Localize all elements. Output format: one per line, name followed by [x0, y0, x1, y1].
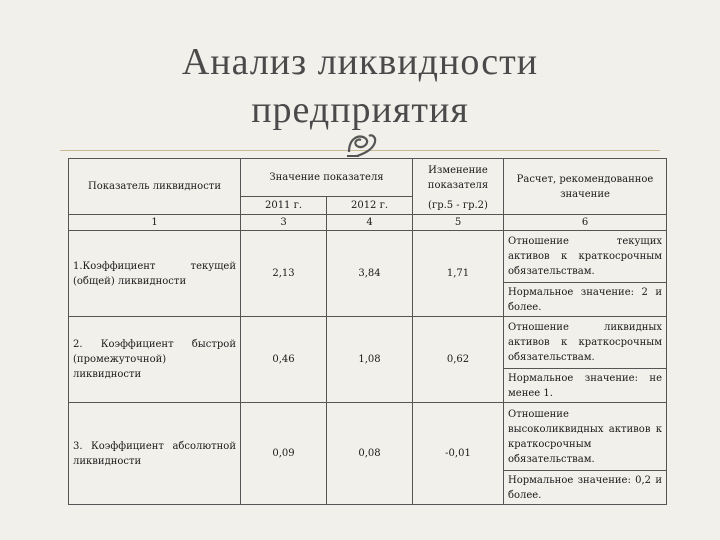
column-number: 1 [69, 215, 241, 231]
header-change: Изменение показателя [413, 159, 504, 197]
calculation-text: Отношение текущих активов к краткосрочным обязательствам. [504, 231, 667, 283]
value-change: 1,71 [413, 231, 504, 317]
header-recommended: Расчет, рекомендованное значение [504, 159, 667, 215]
header-year-2011: 2011 г. [241, 197, 327, 215]
header-year-2012: 2012 г. [327, 197, 413, 215]
header-value: Значение показателя [241, 159, 413, 197]
header-row-1 [69, 159, 667, 197]
column-number: 6 [504, 215, 667, 231]
title-line-2: предприятия [251, 89, 469, 131]
calculation-text: Отношение высоколиквидных активов к краткосрочным обязательствам. [504, 403, 667, 471]
indicator-name: 2. Коэффициент быстрой (промежуточной) ликвидности [69, 317, 241, 403]
scroll-ornament-icon [345, 130, 379, 158]
column-number-row [69, 215, 667, 231]
calculation-text: Отношение ликвидных активов к краткосрочным обязательствам. [504, 317, 667, 369]
norm-text: Нормальное значение: 2 и более. [504, 283, 667, 317]
table-row [69, 231, 667, 283]
column-number: 3 [241, 215, 327, 231]
value-2012: 1,08 [327, 317, 413, 403]
page-title [100, 38, 620, 134]
column-number: 5 [413, 215, 504, 231]
indicator-name: 1.Коэффициент текущей (общей) ликвидности [69, 231, 241, 317]
header-indicator: Показатель ликвидности [69, 159, 241, 215]
value-2011: 0,46 [241, 317, 327, 403]
liquidity-table [68, 158, 667, 505]
norm-text: Нормальное значение: не менее 1. [504, 369, 667, 403]
table-row [69, 317, 667, 369]
value-change: 0,62 [413, 317, 504, 403]
column-number: 4 [327, 215, 413, 231]
value-change: -0,01 [413, 403, 504, 505]
value-2012: 3,84 [327, 231, 413, 317]
value-2012: 0,08 [327, 403, 413, 505]
value-2011: 0,09 [241, 403, 327, 505]
value-2011: 2,13 [241, 231, 327, 317]
norm-text: Нормальное значение: 0,2 и более. [504, 471, 667, 505]
indicator-name: 3. Коэффициент абсолютной ликвидности [69, 403, 241, 505]
table-row [69, 403, 667, 471]
title-line-1: Анализ ликвидности [181, 41, 539, 83]
header-change-formula: (гр.5 - гр.2) [413, 197, 504, 215]
